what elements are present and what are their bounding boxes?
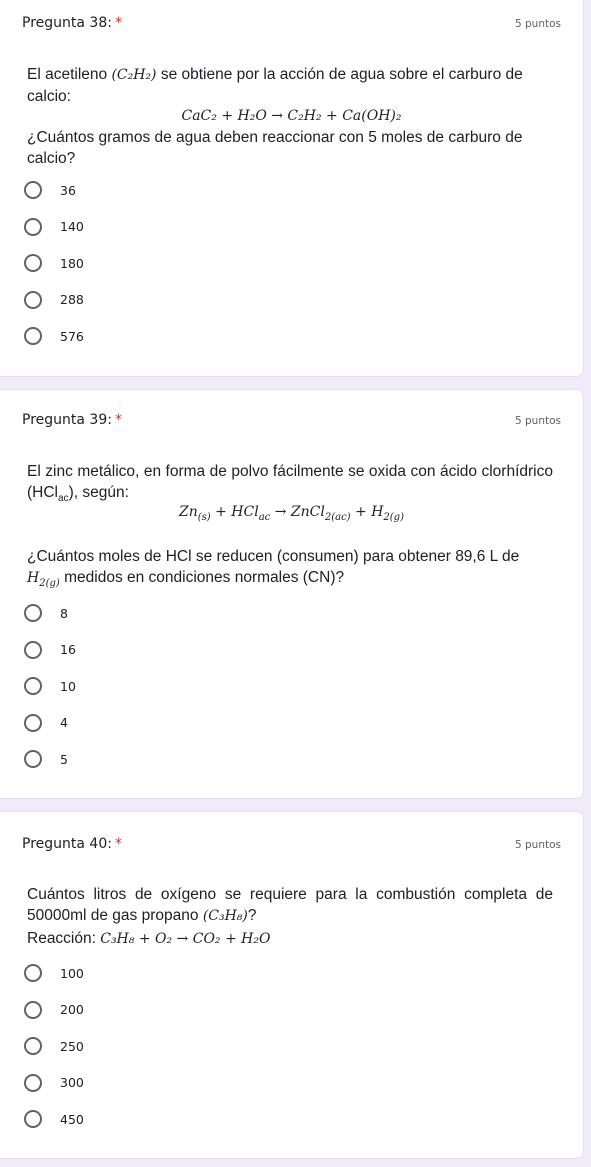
question-points: 5 puntos bbox=[514, 18, 561, 30]
radio-button[interactable] bbox=[24, 181, 42, 199]
question-title: Pregunta 40: * bbox=[22, 836, 122, 852]
radio-button[interactable] bbox=[24, 1001, 42, 1019]
option-8[interactable]: 8 bbox=[24, 595, 76, 632]
option-100[interactable]: 100 bbox=[24, 955, 84, 992]
radio-button[interactable] bbox=[24, 1110, 42, 1128]
formula-acetylene: (C₂H₂) bbox=[111, 67, 157, 83]
option-288[interactable]: 288 bbox=[24, 282, 84, 319]
question-statement: Cuántos litros de oxígeno se requiere para la combustión completa de 50000ml de gas propano (C₃H₈)? bbox=[27, 886, 553, 924]
question-card-40 bbox=[0, 811, 584, 1159]
option-16[interactable]: 16 bbox=[24, 632, 76, 669]
radio-button[interactable] bbox=[24, 1074, 42, 1092]
question-text: ¿Cuántos moles de HCl se reducen (consumen) para obtener 89,6 L de $H_{2(g)}$ medidos en condiciones normales (CN)? bbox=[27, 548, 520, 589]
required-asterisk: * bbox=[114, 412, 122, 428]
question-title: Pregunta 39: * bbox=[22, 412, 122, 428]
option-300[interactable]: 300 bbox=[24, 1065, 84, 1102]
answer-options bbox=[24, 955, 84, 1138]
radio-button[interactable] bbox=[24, 677, 42, 695]
radio-button[interactable] bbox=[24, 291, 42, 309]
reaction-equation: C₃H₈ + O₂ → CO₂ + H₂O bbox=[100, 931, 271, 947]
question-points: 5 puntos bbox=[514, 415, 561, 427]
option-10[interactable]: 10 bbox=[24, 668, 76, 705]
reaction-line: Reacción: C₃H₈ + O₂ → CO₂ + H₂O bbox=[27, 930, 271, 947]
chemical-equation: CaC₂ + H₂O → C₂H₂ + Ca(OH)₂ bbox=[181, 108, 402, 124]
question-title: Pregunta 38: * bbox=[22, 15, 122, 31]
radio-button[interactable] bbox=[24, 254, 42, 272]
question-card-38 bbox=[0, 0, 584, 377]
option-4[interactable]: 4 bbox=[24, 705, 76, 742]
chemical-equation: $Zn_{(s)} + HCl_{ac}$ → ZnCl$_{2(ac)}$ + $H_{2(g)}$ bbox=[178, 504, 404, 523]
question-header bbox=[22, 836, 561, 852]
required-asterisk: * bbox=[114, 836, 122, 852]
formula-propane: (C₃H₈) bbox=[202, 908, 248, 924]
option-250[interactable]: 250 bbox=[24, 1028, 84, 1065]
option-36[interactable]: 36 bbox=[24, 172, 84, 209]
question-points: 5 puntos bbox=[514, 839, 561, 851]
radio-button[interactable] bbox=[24, 327, 42, 345]
option-5[interactable]: 5 bbox=[24, 741, 76, 778]
radio-button[interactable] bbox=[24, 641, 42, 659]
answer-options bbox=[24, 595, 76, 778]
option-450[interactable]: 450 bbox=[24, 1101, 84, 1138]
radio-button[interactable] bbox=[24, 604, 42, 622]
option-200[interactable]: 200 bbox=[24, 992, 84, 1029]
radio-button[interactable] bbox=[24, 714, 42, 732]
formula-hydrogen: $H_{2(g)}$ bbox=[27, 570, 60, 589]
answer-options bbox=[24, 172, 84, 355]
option-576[interactable]: 576 bbox=[24, 318, 84, 355]
option-140[interactable]: 140 bbox=[24, 209, 84, 246]
question-statement: El acetileno (C₂H₂) se obtiene por la acción de agua sobre el carburo de calcio: bbox=[27, 66, 523, 105]
question-header bbox=[22, 412, 561, 428]
required-asterisk: * bbox=[114, 15, 122, 31]
option-180[interactable]: 180 bbox=[24, 245, 84, 282]
question-card-39 bbox=[0, 389, 584, 799]
radio-button[interactable] bbox=[24, 964, 42, 982]
question-statement: El zinc metálico, en forma de polvo fácilmente se oxida con ácido clorhídrico (HCl$_{ac}$), según: bbox=[27, 463, 553, 505]
radio-button[interactable] bbox=[24, 218, 42, 236]
question-header bbox=[22, 15, 561, 31]
radio-button[interactable] bbox=[24, 1037, 42, 1055]
radio-button[interactable] bbox=[24, 750, 42, 768]
question-text: ¿Cuántos gramos de agua deben reaccionar con 5 moles de carburo de calcio? bbox=[27, 129, 523, 167]
